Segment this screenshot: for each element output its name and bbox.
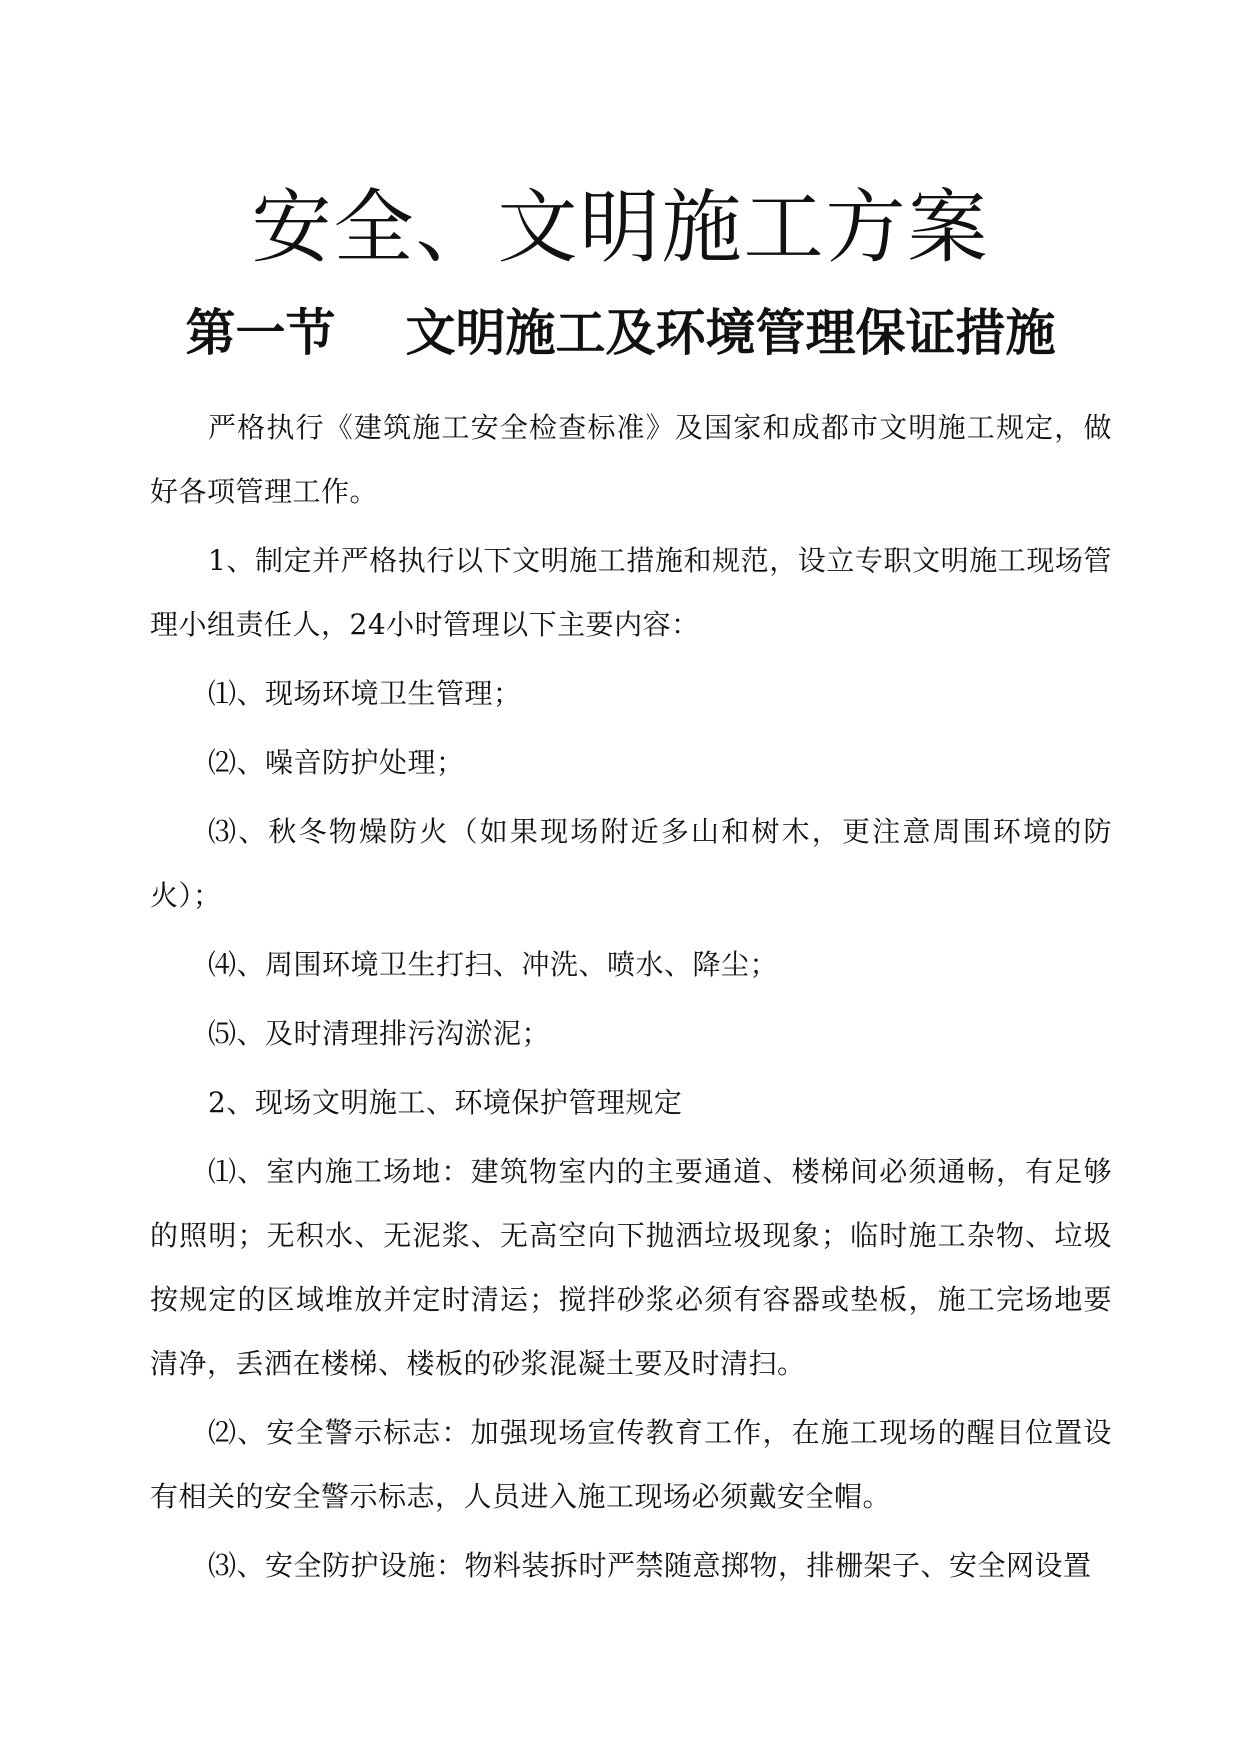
paragraph-sub-2: ⑵、噪音防护处理； [208, 746, 465, 779]
paragraph-sub-indoor: ⑴、室内施工场地：建筑物室内的主要通道、楼梯间必须通畅，有足够的照明；无积水、无泥浆、无高空向下抛洒垃圾现象；临时施工杂物、垃圾按规定的区域堆放并定时清运；搅拌砂浆必须有容器或垫板，施工完场地要清净，丢洒在楼梯、楼板的砂浆混凝土要及时清扫。 [150, 1155, 1112, 1380]
paragraph-sub-4: ⑷、周围环境卫生打扫、冲洗、喷水、降尘； [208, 948, 779, 981]
paragraph-sub-3: ⑶、秋冬物燥防火（如果现场附近多山和树木，更注意周围环境的防火）； [150, 815, 1112, 912]
section-title [0, 298, 1241, 368]
document-body [150, 396, 1112, 1603]
paragraph-sub-warning-signs: ⑵、安全警示标志：加强现场宣传教育工作，在施工现场的醒目位置设有相关的安全警示标志，人员进入施工现场必须戴安全帽。 [150, 1416, 1112, 1513]
paragraph-sub-5: ⑸、及时清理排污沟淤泥； [208, 1017, 551, 1050]
paragraph-item-2: 2、现场文明施工、环境保护管理规定 [208, 1086, 683, 1119]
paragraph-sub-protection: ⑶、安全防护设施：物料装拆时严禁随意掷物，排栅架子、安全网设置 [208, 1549, 1092, 1582]
paragraph-item-1: 1、制定并严格执行以下文明施工措施和规范，设立专职文明施工现场管理小组责任人，24小时管理以下主要内容： [150, 544, 1112, 641]
paragraph-intro: 严格执行《建筑施工安全检查标准》及国家和成都市文明施工规定，做好各项管理工作。 [150, 411, 1112, 508]
section-number: 第一节 [185, 304, 336, 362]
document-title: 安全、文明施工方案 [251, 181, 990, 274]
paragraph-sub-1: ⑴、现场环境卫生管理； [208, 677, 522, 710]
section-heading: 文明施工及环境管理保证措施 [405, 304, 1056, 362]
